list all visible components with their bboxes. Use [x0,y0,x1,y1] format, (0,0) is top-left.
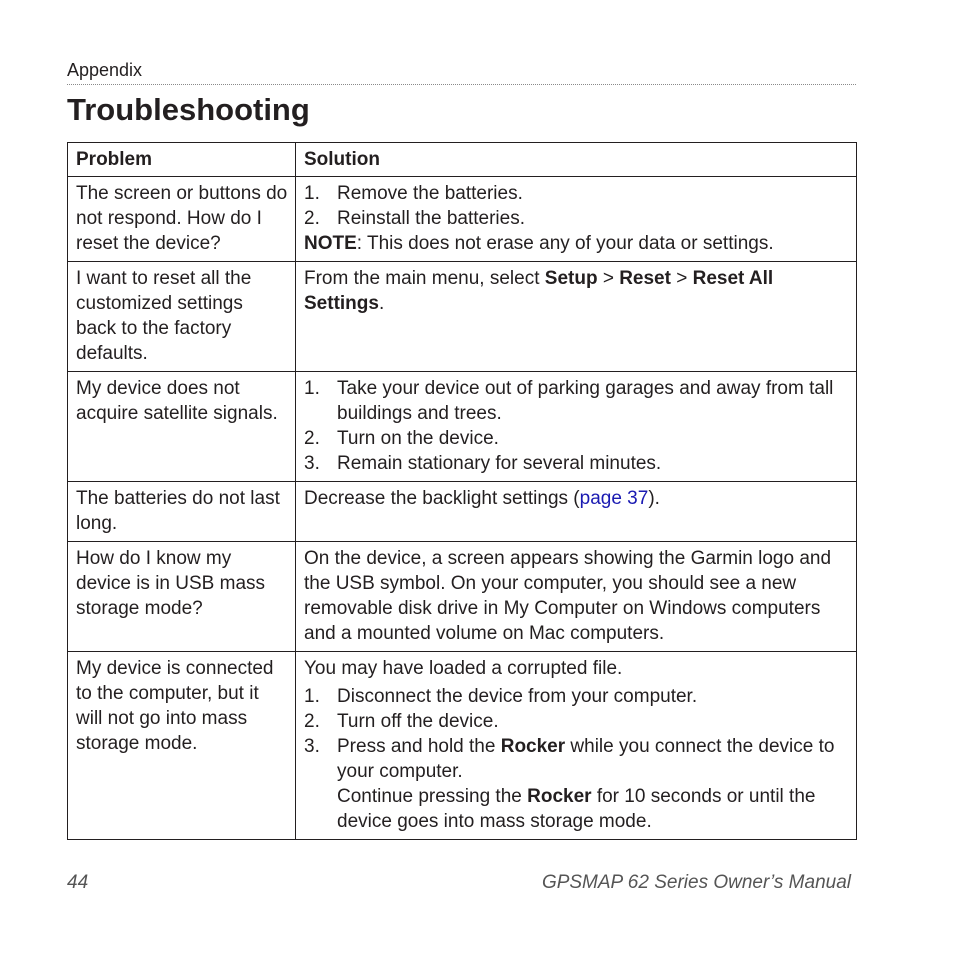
solution-step: 2. Reinstall the batteries. [304,208,525,229]
header-divider [67,84,856,85]
menu-item-reset: Reset [619,268,671,289]
menu-item-reset-all-settings: Reset All Settings [304,268,774,314]
solution-steps [304,181,849,231]
menu-item-setup: Setup [544,268,598,289]
problem-cell: The batteries do not last long. [68,482,296,542]
solution-step: 1. Remove the batteries. [304,183,523,204]
solution-step: 1. Take your device out of parking garages and away from tall buildings and trees. [304,378,834,424]
solution-step: 2. Turn on the device. [304,428,499,449]
solution-cell [296,652,857,840]
solution-cell [296,372,857,482]
table-row [68,262,857,372]
manual-title: GPSMAP 62 Series Owner’s Manual [541,872,851,893]
solution-steps [304,376,849,476]
solution-cell: From the main menu, select Setup > Reset > Reset All Settings. [296,262,857,372]
page-link[interactable]: page 37 [579,488,649,509]
problem-cell: I want to reset all the customized settings back to the factory defaults. [68,262,296,372]
rocker-key: Rocker [527,786,592,807]
solution-cell [296,177,857,262]
note [304,231,849,256]
problem-cell: My device does not acquire satellite signals. [68,372,296,482]
column-header-solution: Solution [296,143,857,177]
page-title: Troubleshooting [67,92,310,127]
note-text: : This does not erase any of your data or settings. [356,233,774,254]
solution-step: 2. Turn off the device. [304,711,499,732]
solution-step: 1. Disconnect the device from your computer. [304,686,698,707]
problem-cell: The screen or buttons do not respond. How do I reset the device? [68,177,296,262]
rocker-key: Rocker [500,736,566,757]
table-header-row [68,143,857,177]
troubleshooting-table [67,142,857,840]
problem-cell: How do I know my device is in USB mass storage mode? [68,542,296,652]
solution-steps [304,684,849,834]
table-row [68,482,857,542]
note-label: NOTE [304,233,357,254]
solution-cell: Decrease the backlight settings (page 37). [296,482,857,542]
solution-cell: On the device, a screen appears showing the Garmin logo and the USB symbol. On your computer, you should see a new removable disk drive in My Computer on Windows computers and a mounted volume on Mac computers. [296,542,857,652]
table-row [68,542,857,652]
problem-cell: My device is connected to the computer, but it will not go into mass storage mode. [68,652,296,840]
page-number: 44 [67,872,89,893]
table-row [68,372,857,482]
table-row [68,652,857,840]
solution-intro: You may have loaded a corrupted file. [304,658,623,679]
section-label: Appendix [67,60,143,80]
column-header-problem: Problem [68,143,296,177]
solution-step: 3. Remain stationary for several minutes. [304,453,662,474]
solution-step: 3. Press and hold the Rocker while you connect the device to your computer. Continue pressing the Rocker for 10 seconds or until the device goes into mass storage mode. [304,736,835,832]
table-row [68,177,857,262]
